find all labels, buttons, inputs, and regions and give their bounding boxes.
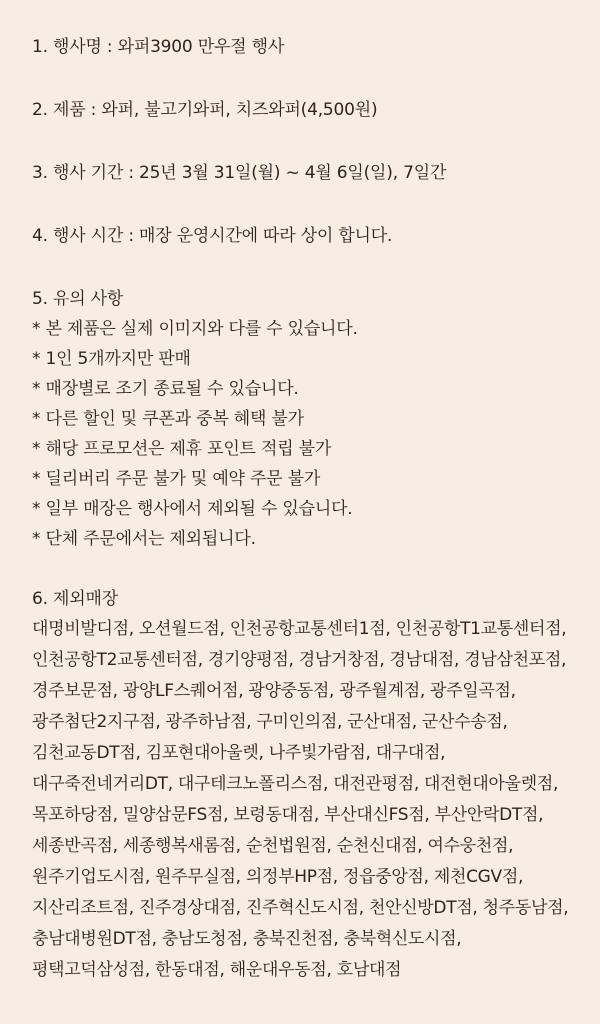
- event-period: 3. 행사 기간 : 25년 3월 31일(월) ~ 4월 6일(일), 7일간: [32, 163, 447, 183]
- event-products: 2. 제품 : 와퍼, 불고기와퍼, 치즈와퍼(4,500원): [32, 100, 378, 120]
- note-item: * 단체 주문에서는 제외됩니다.: [32, 529, 256, 549]
- excluded-title: 6. 제외매장: [32, 589, 118, 609]
- note-item: * 해당 프로모션은 제휴 포인트 적립 불가: [32, 439, 332, 459]
- note-item: * 본 제품은 실제 이미지와 다를 수 있습니다.: [32, 319, 358, 339]
- notes-section: [32, 284, 570, 554]
- event-time: 4. 행사 시간 : 매장 운영시간에 따라 상이 합니다.: [32, 226, 393, 246]
- note-item: * 매장별로 조기 종료될 수 있습니다.: [32, 379, 299, 399]
- note-item: * 일부 매장은 행사에서 제외될 수 있습니다.: [32, 499, 353, 519]
- spacer: [32, 554, 570, 584]
- note-item: * 1인 5개까지만 판매: [32, 349, 191, 369]
- spacer: [32, 125, 570, 158]
- note-item: * 딜리버리 주문 불가 및 예약 주문 불가: [32, 469, 321, 489]
- note-item: * 다른 할인 및 쿠폰과 중복 혜택 불가: [32, 409, 304, 429]
- notes-title: 5. 유의 사항: [32, 289, 124, 309]
- spacer: [32, 188, 570, 221]
- excluded-stores-text: 대명비발디점, 오션월드점, 인천공항교통센터1점, 인천공항T1교통센터점, 인천공항T2교통센터점, 경기양평점, 경남거창점, 경남대점, 경남삼천포점, 경주보문점, 광양LF스퀘어점, 광양중동점, 광주월계점, 광주일곡점, 광주첨단2지구점, 광주하남점, 구미인의점, 군산대점, 군산수송점, 김천교동DT점, 김포현대아울렛, 나주빛가람점, 대구대점, 대구죽전네거리DT, 대구테크노폴리스점, 대전관평점, 대전현대아울렛점, 목포하당점, 밀양삼문FS점, 보령동대점, 부산대신FS점, 부산안락DT점, 세종반곡점, 세종행복새롬점, 순천법원점, 순천신대점, 여수웅천점, 원주기업도시점, 원주무실점, 의정부HP점, 정읍중앙점, 제천CGV점, 지산리조트점, 진주경상대점, 진주혁신도시점, 천안신방DT점, 청주동남점, 충남대병원DT점, 충남도청점, 충북진천점, 충북혁신도시점, 평택고덕삼성점, 한동대점, 해운대우동점, 호남대점: [32, 619, 569, 980]
- spacer: [32, 62, 570, 95]
- event-name: 1. 행사명 : 와퍼3900 만우절 행사: [32, 37, 285, 57]
- spacer: [32, 251, 570, 284]
